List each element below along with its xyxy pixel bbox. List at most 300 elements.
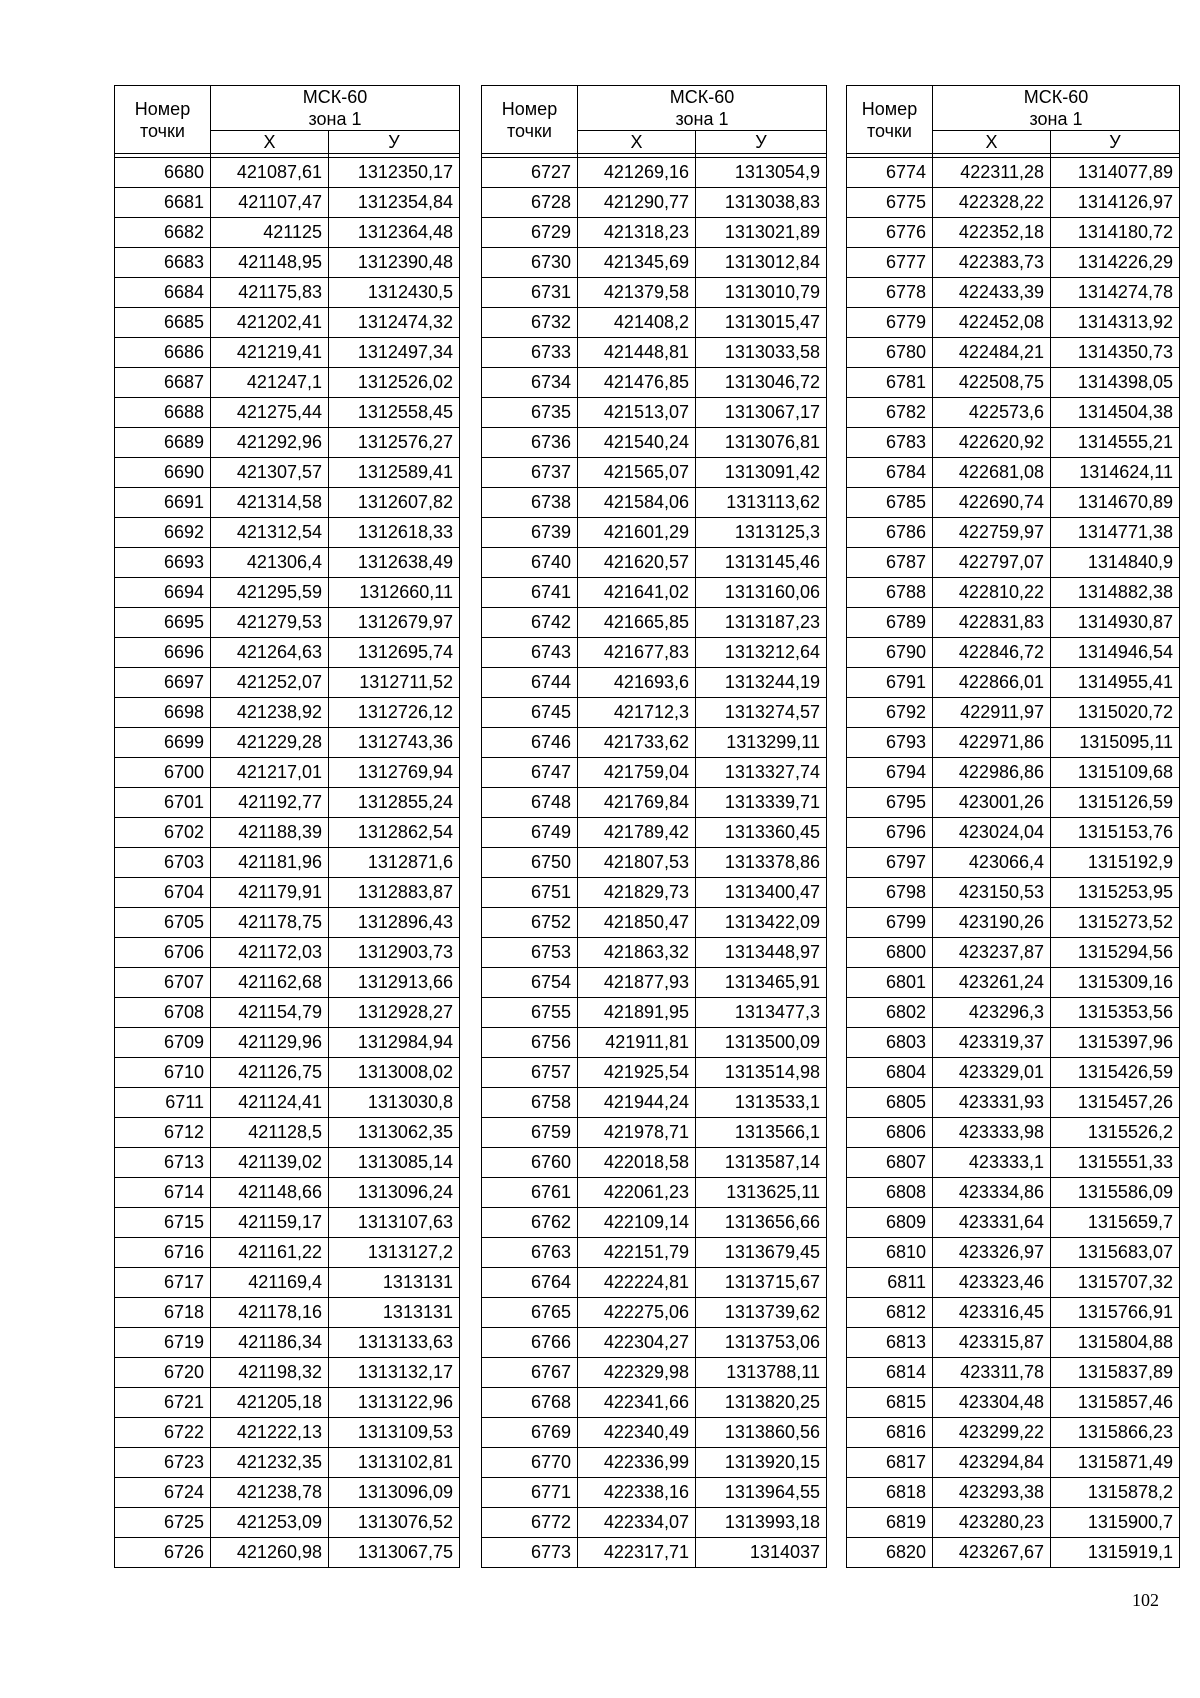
table-row xyxy=(115,938,460,968)
cell-x: 421188,39 xyxy=(211,818,329,848)
cell-x: 423293,38 xyxy=(933,1478,1051,1508)
table-row xyxy=(115,338,460,368)
cell-y: 1312913,66 xyxy=(329,968,460,998)
table-row xyxy=(115,1058,460,1088)
cell-point-number: 6699 xyxy=(115,728,211,758)
cell-y: 1312903,73 xyxy=(329,938,460,968)
header-coordinate-system xyxy=(933,86,1180,131)
table-row xyxy=(482,1148,827,1178)
cell-point-number: 6683 xyxy=(115,248,211,278)
cell-x: 421829,73 xyxy=(578,878,696,908)
table-row xyxy=(115,1028,460,1058)
cell-x: 421107,47 xyxy=(211,188,329,218)
cell-y: 1313514,98 xyxy=(696,1058,827,1088)
cell-y: 1313187,23 xyxy=(696,608,827,638)
cell-y: 1314126,97 xyxy=(1051,188,1180,218)
table-row xyxy=(115,308,460,338)
header-axis-x: X xyxy=(211,131,329,154)
cell-x: 421408,2 xyxy=(578,308,696,338)
cell-y: 1312726,12 xyxy=(329,698,460,728)
cell-x: 422690,74 xyxy=(933,488,1051,518)
cell-point-number: 6702 xyxy=(115,818,211,848)
cell-y: 1315871,49 xyxy=(1051,1448,1180,1478)
cell-point-number: 6755 xyxy=(482,998,578,1028)
cell-y: 1312354,84 xyxy=(329,188,460,218)
table-row xyxy=(482,1478,827,1508)
table-row xyxy=(847,758,1180,788)
table-row xyxy=(115,1388,460,1418)
table-row xyxy=(115,908,460,938)
table-row xyxy=(482,1118,827,1148)
cell-x: 421733,62 xyxy=(578,728,696,758)
table-row xyxy=(847,1268,1180,1298)
cell-point-number: 6773 xyxy=(482,1538,578,1568)
cell-y: 1312350,17 xyxy=(329,158,460,188)
table-row xyxy=(482,1238,827,1268)
cell-point-number: 6746 xyxy=(482,728,578,758)
cell-x: 421217,01 xyxy=(211,758,329,788)
table-row xyxy=(482,818,827,848)
cell-x: 423024,04 xyxy=(933,818,1051,848)
cell-point-number: 6748 xyxy=(482,788,578,818)
cell-x: 421601,29 xyxy=(578,518,696,548)
table-row xyxy=(482,548,827,578)
cell-point-number: 6715 xyxy=(115,1208,211,1238)
cell-x: 423066,4 xyxy=(933,848,1051,878)
cell-point-number: 6738 xyxy=(482,488,578,518)
cell-y: 1313021,89 xyxy=(696,218,827,248)
cell-point-number: 6810 xyxy=(847,1238,933,1268)
table-row xyxy=(482,188,827,218)
cell-y: 1312871,6 xyxy=(329,848,460,878)
table-row xyxy=(115,428,460,458)
table-row xyxy=(847,1418,1180,1448)
table-row xyxy=(847,548,1180,578)
cell-x: 422109,14 xyxy=(578,1208,696,1238)
cell-y: 1312928,27 xyxy=(329,998,460,1028)
cell-x: 422340,49 xyxy=(578,1418,696,1448)
page-number: 102 xyxy=(1132,1590,1159,1610)
cell-x: 422383,73 xyxy=(933,248,1051,278)
cell-x: 421807,53 xyxy=(578,848,696,878)
table-row xyxy=(847,788,1180,818)
cell-point-number: 6722 xyxy=(115,1418,211,1448)
cell-x: 421476,85 xyxy=(578,368,696,398)
cell-x: 423316,45 xyxy=(933,1298,1051,1328)
table-row xyxy=(482,848,827,878)
cell-point-number: 6741 xyxy=(482,578,578,608)
cell-y: 1314274,78 xyxy=(1051,278,1180,308)
cell-point-number: 6686 xyxy=(115,338,211,368)
cell-y: 1313133,63 xyxy=(329,1328,460,1358)
cell-point-number: 6687 xyxy=(115,368,211,398)
cell-y: 1315273,52 xyxy=(1051,908,1180,938)
cell-y: 1312660,11 xyxy=(329,578,460,608)
cell-y: 1313067,75 xyxy=(329,1538,460,1568)
cell-y: 1312862,54 xyxy=(329,818,460,848)
table-row xyxy=(847,278,1180,308)
cell-point-number: 6732 xyxy=(482,308,578,338)
cell-y: 1313030,8 xyxy=(329,1088,460,1118)
cell-point-number: 6795 xyxy=(847,788,933,818)
cell-x: 421252,07 xyxy=(211,668,329,698)
cell-x: 421275,44 xyxy=(211,398,329,428)
table-row xyxy=(847,1478,1180,1508)
cell-x: 422866,01 xyxy=(933,668,1051,698)
cell-y: 1315683,07 xyxy=(1051,1238,1180,1268)
cell-point-number: 6695 xyxy=(115,608,211,638)
coords-table-3 xyxy=(846,85,1180,1568)
cell-point-number: 6807 xyxy=(847,1148,933,1178)
cell-y: 1313422,09 xyxy=(696,908,827,938)
cell-y: 1313085,14 xyxy=(329,1148,460,1178)
cell-point-number: 6689 xyxy=(115,428,211,458)
table-row xyxy=(847,818,1180,848)
table-row xyxy=(482,1358,827,1388)
cell-point-number: 6774 xyxy=(847,158,933,188)
cell-point-number: 6742 xyxy=(482,608,578,638)
cell-y: 1313448,97 xyxy=(696,938,827,968)
cell-point-number: 6685 xyxy=(115,308,211,338)
cell-y: 1313244,19 xyxy=(696,668,827,698)
table-row xyxy=(847,1538,1180,1568)
table-row xyxy=(847,578,1180,608)
cell-point-number: 6775 xyxy=(847,188,933,218)
cell-x: 421863,32 xyxy=(578,938,696,968)
cell-point-number: 6794 xyxy=(847,758,933,788)
cell-point-number: 6817 xyxy=(847,1448,933,1478)
table-row xyxy=(115,158,460,188)
table-row xyxy=(115,518,460,548)
cell-y: 1312576,27 xyxy=(329,428,460,458)
cell-point-number: 6729 xyxy=(482,218,578,248)
cell-point-number: 6759 xyxy=(482,1118,578,1148)
cell-x: 421295,59 xyxy=(211,578,329,608)
table-row xyxy=(115,548,460,578)
cell-point-number: 6802 xyxy=(847,998,933,1028)
table-row xyxy=(482,1268,827,1298)
table-row xyxy=(482,398,827,428)
cell-point-number: 6713 xyxy=(115,1148,211,1178)
table-row xyxy=(482,998,827,1028)
cell-point-number: 6688 xyxy=(115,398,211,428)
cell-point-number: 6690 xyxy=(115,458,211,488)
cell-y: 1313046,72 xyxy=(696,368,827,398)
cell-y: 1313091,42 xyxy=(696,458,827,488)
cell-x: 421205,18 xyxy=(211,1388,329,1418)
cell-y: 1312430,5 xyxy=(329,278,460,308)
cell-y: 1312618,33 xyxy=(329,518,460,548)
cell-point-number: 6681 xyxy=(115,188,211,218)
cell-x: 421222,13 xyxy=(211,1418,329,1448)
cell-point-number: 6793 xyxy=(847,728,933,758)
cell-point-number: 6747 xyxy=(482,758,578,788)
coords-table-1 xyxy=(114,85,460,1568)
cell-y: 1313860,56 xyxy=(696,1418,827,1448)
cell-y: 1315109,68 xyxy=(1051,758,1180,788)
cell-x: 422352,18 xyxy=(933,218,1051,248)
cell-point-number: 6696 xyxy=(115,638,211,668)
cell-x: 421172,03 xyxy=(211,938,329,968)
cell-y: 1313102,81 xyxy=(329,1448,460,1478)
cell-point-number: 6707 xyxy=(115,968,211,998)
cell-point-number: 6709 xyxy=(115,1028,211,1058)
table-row xyxy=(482,1388,827,1418)
cell-point-number: 6684 xyxy=(115,278,211,308)
cell-point-number: 6698 xyxy=(115,698,211,728)
cell-point-number: 6800 xyxy=(847,938,933,968)
cell-x: 422681,08 xyxy=(933,458,1051,488)
cell-point-number: 6694 xyxy=(115,578,211,608)
cell-x: 421620,57 xyxy=(578,548,696,578)
cell-point-number: 6710 xyxy=(115,1058,211,1088)
table-row xyxy=(482,1298,827,1328)
table-row xyxy=(482,338,827,368)
cell-x: 423001,26 xyxy=(933,788,1051,818)
cell-x: 421087,61 xyxy=(211,158,329,188)
cell-y: 1313054,9 xyxy=(696,158,827,188)
cell-y: 1313109,53 xyxy=(329,1418,460,1448)
cell-point-number: 6772 xyxy=(482,1508,578,1538)
table-row xyxy=(482,1028,827,1058)
cell-y: 1312390,48 xyxy=(329,248,460,278)
cell-point-number: 6691 xyxy=(115,488,211,518)
cell-point-number: 6798 xyxy=(847,878,933,908)
cell-point-number: 6703 xyxy=(115,848,211,878)
table-row xyxy=(115,668,460,698)
cell-y: 1312474,32 xyxy=(329,308,460,338)
cell-x: 421318,23 xyxy=(578,218,696,248)
cell-y: 1313920,15 xyxy=(696,1448,827,1478)
cell-x: 422573,6 xyxy=(933,398,1051,428)
table-row xyxy=(847,1208,1180,1238)
cell-y: 1312711,52 xyxy=(329,668,460,698)
table-row xyxy=(847,728,1180,758)
cell-y: 1314771,38 xyxy=(1051,518,1180,548)
cell-point-number: 6743 xyxy=(482,638,578,668)
cell-point-number: 6725 xyxy=(115,1508,211,1538)
cell-point-number: 6697 xyxy=(115,668,211,698)
cell-y: 1315294,56 xyxy=(1051,938,1180,968)
cell-y: 1313212,64 xyxy=(696,638,827,668)
cell-point-number: 6820 xyxy=(847,1538,933,1568)
table-row xyxy=(847,458,1180,488)
header-point-number: Номер точки xyxy=(847,86,933,154)
cell-y: 1314398,05 xyxy=(1051,368,1180,398)
cell-point-number: 6766 xyxy=(482,1328,578,1358)
table-row xyxy=(115,1448,460,1478)
cell-y: 1313739,62 xyxy=(696,1298,827,1328)
table-row xyxy=(482,248,827,278)
table-row xyxy=(847,398,1180,428)
cell-x: 421314,58 xyxy=(211,488,329,518)
table-row xyxy=(847,1388,1180,1418)
table-row xyxy=(482,908,827,938)
cell-y: 1313038,83 xyxy=(696,188,827,218)
cell-y: 1313076,52 xyxy=(329,1508,460,1538)
cell-y: 1313993,18 xyxy=(696,1508,827,1538)
cell-point-number: 6761 xyxy=(482,1178,578,1208)
cell-point-number: 6762 xyxy=(482,1208,578,1238)
table-row xyxy=(482,1418,827,1448)
cell-point-number: 6720 xyxy=(115,1358,211,1388)
cell-x: 422484,21 xyxy=(933,338,1051,368)
header-axis-y: У xyxy=(696,131,827,154)
table-row xyxy=(115,608,460,638)
table-row xyxy=(115,1328,460,1358)
cell-point-number: 6704 xyxy=(115,878,211,908)
table-row xyxy=(482,368,827,398)
cell-x: 422329,98 xyxy=(578,1358,696,1388)
cell-point-number: 6816 xyxy=(847,1418,933,1448)
cell-y: 1313477,3 xyxy=(696,998,827,1028)
cell-y: 1315857,46 xyxy=(1051,1388,1180,1418)
cell-point-number: 6736 xyxy=(482,428,578,458)
cell-point-number: 6811 xyxy=(847,1268,933,1298)
table-row xyxy=(847,638,1180,668)
cell-x: 421129,96 xyxy=(211,1028,329,1058)
cell-y: 1314882,38 xyxy=(1051,578,1180,608)
cell-y: 1313096,24 xyxy=(329,1178,460,1208)
cell-x: 423190,26 xyxy=(933,908,1051,938)
table-row xyxy=(115,398,460,428)
header-axis-y: У xyxy=(1051,131,1180,154)
cell-point-number: 6757 xyxy=(482,1058,578,1088)
cell-x: 422986,86 xyxy=(933,758,1051,788)
table-row xyxy=(482,158,827,188)
table-row xyxy=(482,458,827,488)
cell-y: 1313107,63 xyxy=(329,1208,460,1238)
cell-y: 1313076,81 xyxy=(696,428,827,458)
cell-point-number: 6745 xyxy=(482,698,578,728)
cell-y: 1313131 xyxy=(329,1298,460,1328)
cell-y: 1315707,32 xyxy=(1051,1268,1180,1298)
cell-point-number: 6818 xyxy=(847,1478,933,1508)
cell-point-number: 6711 xyxy=(115,1088,211,1118)
cell-point-number: 6763 xyxy=(482,1238,578,1268)
cell-y: 1312896,43 xyxy=(329,908,460,938)
cell-point-number: 6787 xyxy=(847,548,933,578)
table-row xyxy=(482,788,827,818)
cell-y: 1313132,17 xyxy=(329,1358,460,1388)
cell-point-number: 6721 xyxy=(115,1388,211,1418)
cell-y: 1312883,87 xyxy=(329,878,460,908)
table-row xyxy=(847,1448,1180,1478)
cell-point-number: 6734 xyxy=(482,368,578,398)
cell-point-number: 6728 xyxy=(482,188,578,218)
table-row xyxy=(115,188,460,218)
cell-point-number: 6796 xyxy=(847,818,933,848)
cell-y: 1313360,45 xyxy=(696,818,827,848)
cell-y: 1313274,57 xyxy=(696,698,827,728)
table-row xyxy=(847,1058,1180,1088)
cell-x: 421247,1 xyxy=(211,368,329,398)
cell-y: 1314955,41 xyxy=(1051,668,1180,698)
cell-y: 1313339,71 xyxy=(696,788,827,818)
cell-point-number: 6717 xyxy=(115,1268,211,1298)
cell-x: 422911,97 xyxy=(933,698,1051,728)
cell-x: 421192,77 xyxy=(211,788,329,818)
cell-x: 421379,58 xyxy=(578,278,696,308)
cell-y: 1313122,96 xyxy=(329,1388,460,1418)
cell-y: 1313679,45 xyxy=(696,1238,827,1268)
table-row xyxy=(115,458,460,488)
cell-y: 1314350,73 xyxy=(1051,338,1180,368)
cell-x: 421290,77 xyxy=(578,188,696,218)
cell-x: 422317,71 xyxy=(578,1538,696,1568)
table-row xyxy=(847,1028,1180,1058)
table-row xyxy=(115,968,460,998)
cell-point-number: 6790 xyxy=(847,638,933,668)
table-row xyxy=(482,608,827,638)
cell-y: 1313299,11 xyxy=(696,728,827,758)
cell-y: 1312855,24 xyxy=(329,788,460,818)
cell-y: 1312364,48 xyxy=(329,218,460,248)
cell-y: 1315766,91 xyxy=(1051,1298,1180,1328)
cell-point-number: 6693 xyxy=(115,548,211,578)
cell-x: 422275,06 xyxy=(578,1298,696,1328)
cell-x: 421154,79 xyxy=(211,998,329,1028)
cell-x: 422341,66 xyxy=(578,1388,696,1418)
cell-y: 1313656,66 xyxy=(696,1208,827,1238)
cell-point-number: 6791 xyxy=(847,668,933,698)
table-row xyxy=(482,488,827,518)
cell-y: 1315900,7 xyxy=(1051,1508,1180,1538)
cell-x: 421769,84 xyxy=(578,788,696,818)
cell-x: 422508,75 xyxy=(933,368,1051,398)
cell-x: 421944,24 xyxy=(578,1088,696,1118)
table-row xyxy=(115,818,460,848)
table-row xyxy=(115,1208,460,1238)
cell-point-number: 6806 xyxy=(847,1118,933,1148)
table-row xyxy=(482,578,827,608)
cell-y: 1315192,9 xyxy=(1051,848,1180,878)
cell-point-number: 6739 xyxy=(482,518,578,548)
cell-y: 1313788,11 xyxy=(696,1358,827,1388)
cell-x: 422846,72 xyxy=(933,638,1051,668)
cell-y: 1313566,1 xyxy=(696,1118,827,1148)
table-row xyxy=(847,308,1180,338)
cell-point-number: 6750 xyxy=(482,848,578,878)
cell-x: 421238,78 xyxy=(211,1478,329,1508)
cell-y: 1312497,34 xyxy=(329,338,460,368)
cell-y: 1312743,36 xyxy=(329,728,460,758)
cell-y: 1314180,72 xyxy=(1051,218,1180,248)
cell-x: 423333,98 xyxy=(933,1118,1051,1148)
table-row xyxy=(482,728,827,758)
table-row xyxy=(115,1508,460,1538)
table-row xyxy=(847,518,1180,548)
cell-y: 1315020,72 xyxy=(1051,698,1180,728)
cell-point-number: 6723 xyxy=(115,1448,211,1478)
cell-x: 421641,02 xyxy=(578,578,696,608)
header-axis-x: X xyxy=(578,131,696,154)
cell-x: 423329,01 xyxy=(933,1058,1051,1088)
table-row xyxy=(482,1508,827,1538)
header-zone: зона 1 xyxy=(308,109,362,129)
table-row xyxy=(115,1118,460,1148)
cell-x: 422311,28 xyxy=(933,158,1051,188)
cell-x: 421186,34 xyxy=(211,1328,329,1358)
cell-point-number: 6726 xyxy=(115,1538,211,1568)
cell-y: 1313533,1 xyxy=(696,1088,827,1118)
cell-x: 422797,07 xyxy=(933,548,1051,578)
cell-point-number: 6692 xyxy=(115,518,211,548)
cell-y: 1315551,33 xyxy=(1051,1148,1180,1178)
cell-point-number: 6769 xyxy=(482,1418,578,1448)
table-row xyxy=(847,1118,1180,1148)
cell-point-number: 6792 xyxy=(847,698,933,728)
